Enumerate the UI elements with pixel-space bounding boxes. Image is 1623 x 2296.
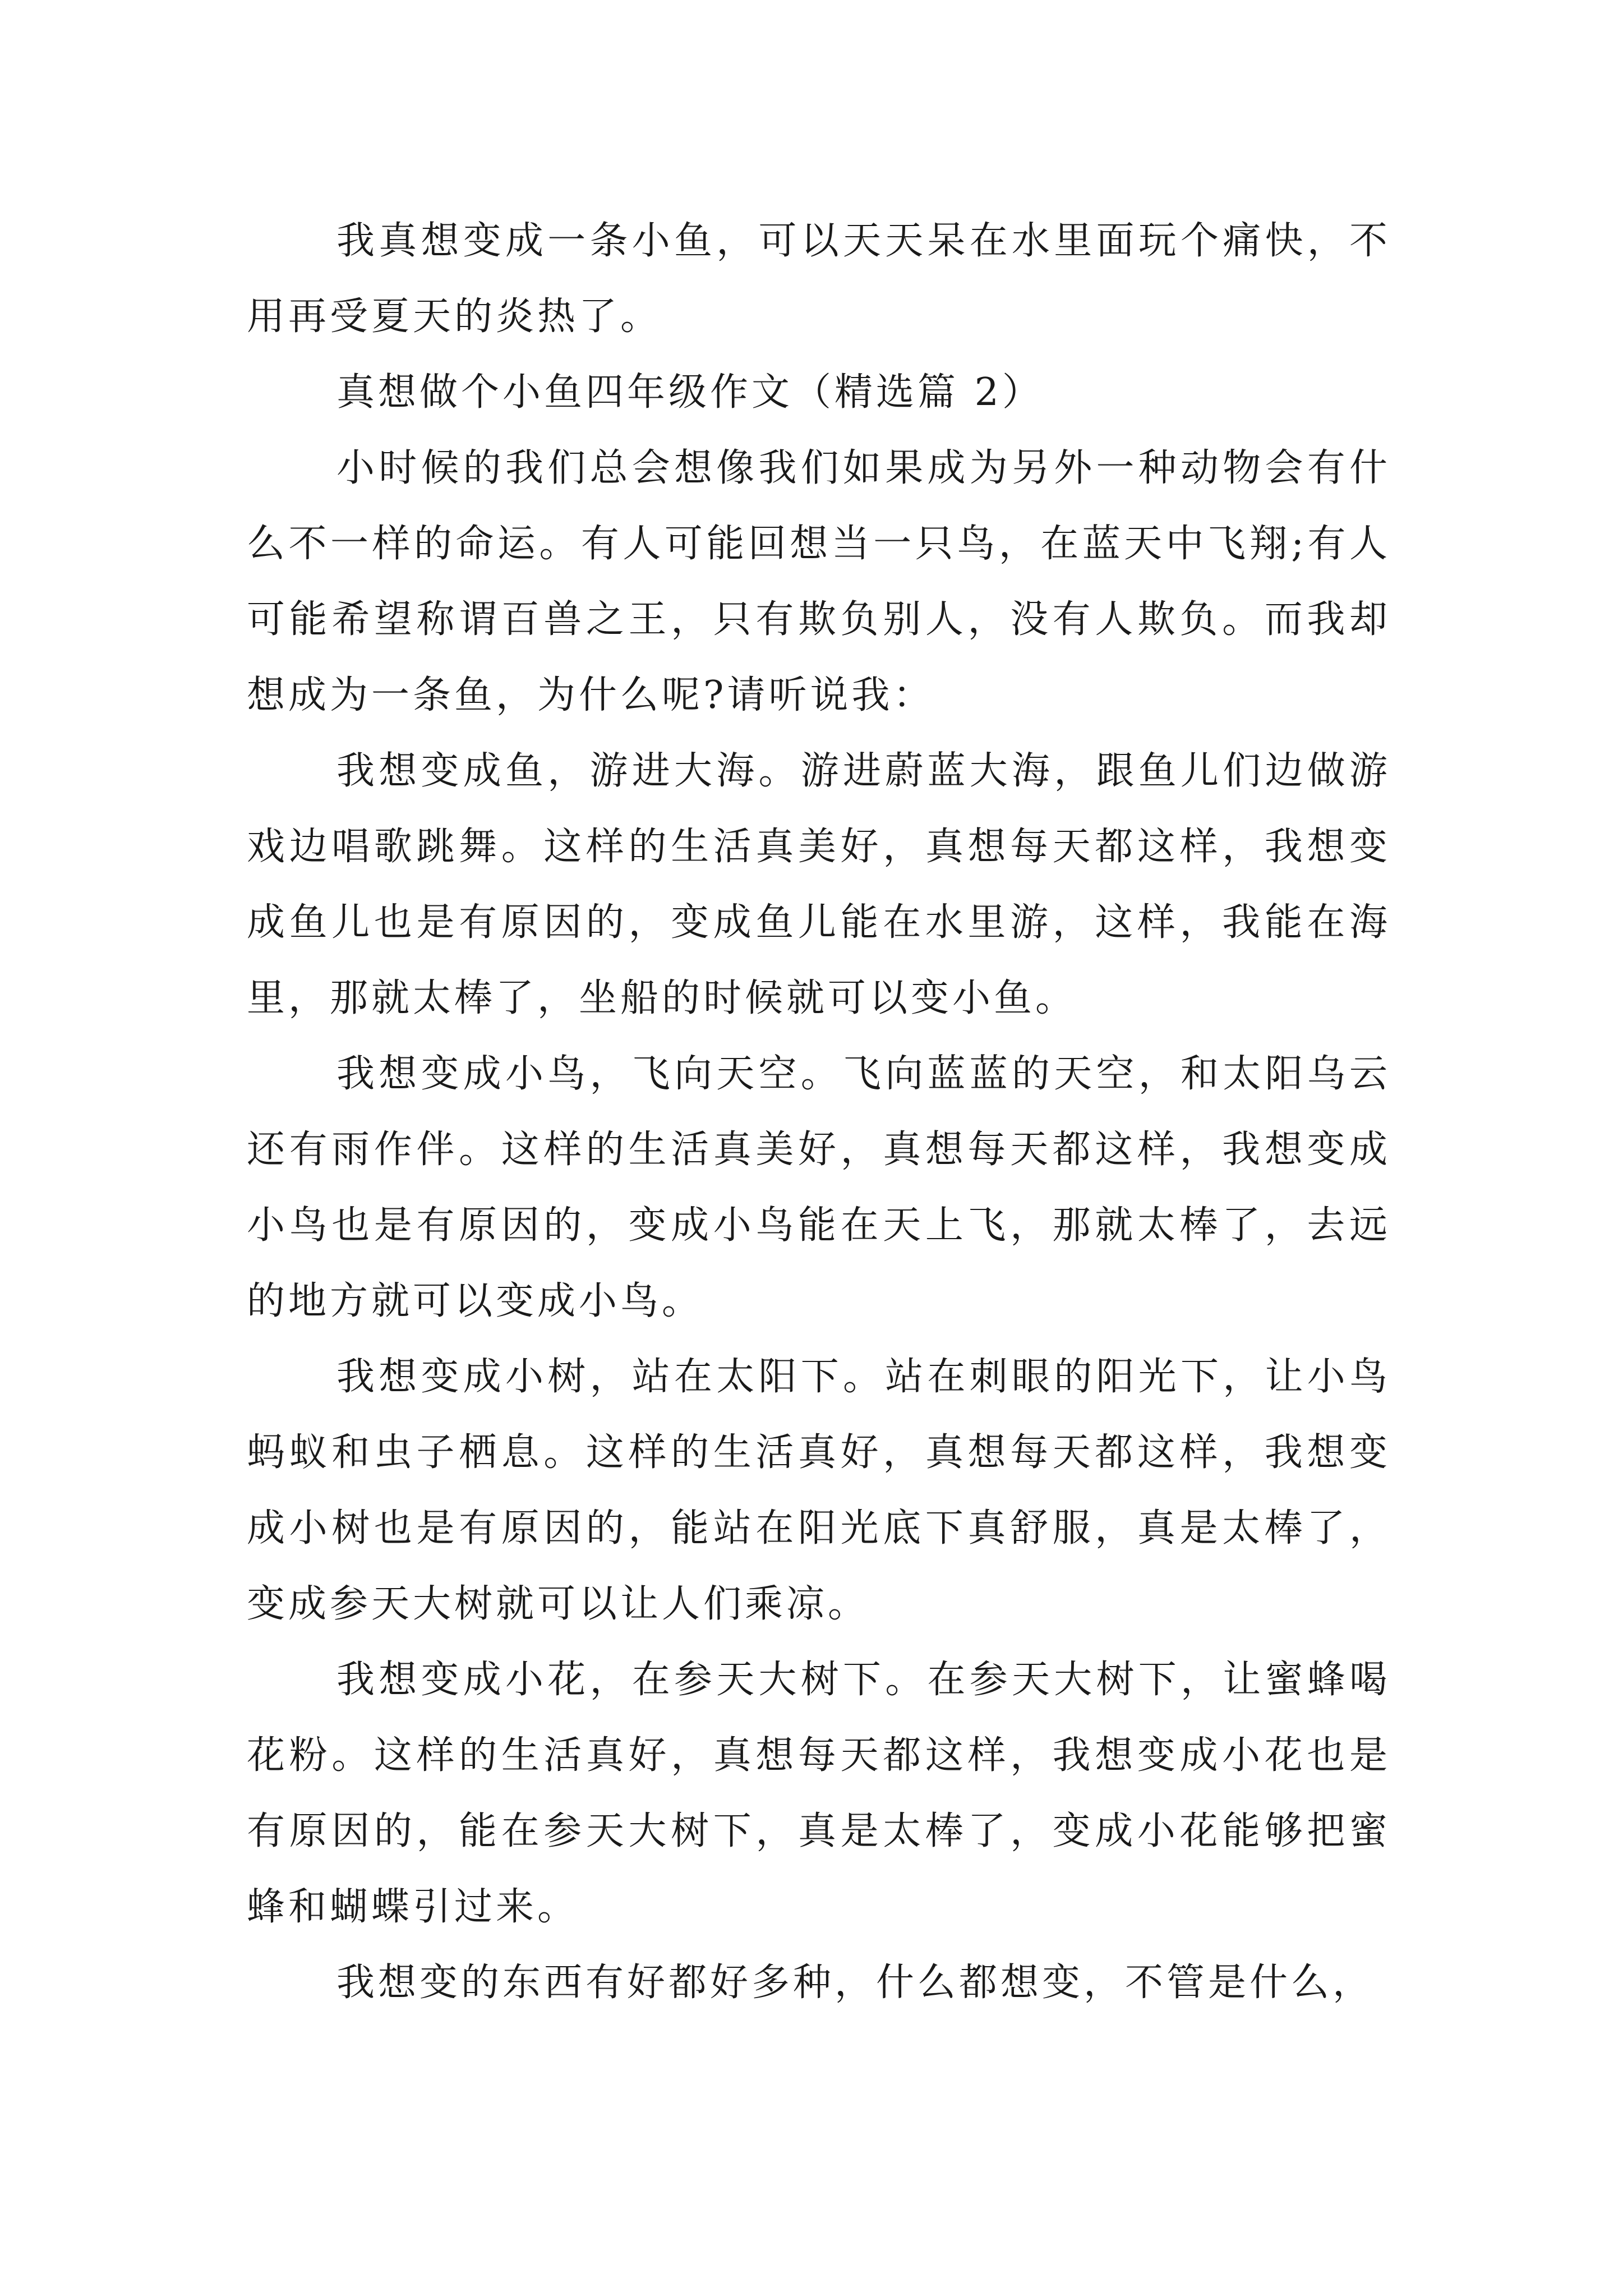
paragraph-closing: 我想变的东西有好都好多种，什么都想变，不管是什么， [336,1961,1375,2005]
essay-body [247,203,1391,2021]
paragraph-fish: 我想变成鱼，游进大海。游进蔚蓝大海，跟鱼儿们边做游戏边唱歌跳舞。这样的生活真美好，真想每天都这样，我想变成鱼儿也是有原因的，变成鱼儿能在水里游，这样，我能在海里，那就太棒了，坐船的时候就可以变小鱼。 [247,749,1391,1020]
paragraph-opening: 小时候的我们总会想像我们如果成为另外一种动物会有什么不一样的命运。有人可能回想当一只鸟，在蓝天中飞翔;有人可能希望称谓百兽之王，只有欺负别人，没有人欺负。而我却想成为一条鱼，为什么呢?请听说我： [247,446,1391,717]
essay-section-title: 真想做个小鱼四年级作文（精选篇 2） [336,370,1044,415]
paragraph-bird: 我想变成小鸟，飞向天空。飞向蓝蓝的天空，和太阳乌云还有雨作伴。这样的生活真美好，真想每天都这样，我想变成小鸟也是有原因的，变成小鸟能在天上飞，那就太棒了，去远的地方就可以变成小鸟。 [247,1052,1391,1323]
paragraph-tree: 我想变成小树，站在太阳下。站在刺眼的阳光下，让小鸟蚂蚁和虫子栖息。这样的生活真好，真想每天都这样，我想变成小树也是有原因的，能站在阳光底下真舒服，真是太棒了，变成参天大树就可以让人们乘凉。 [247,1355,1391,1626]
paragraph-flower: 我想变成小花，在参天大树下。在参天大树下，让蜜蜂喝花粉。这样的生活真好，真想每天都这样，我想变成小花也是有原因的，能在参天大树下，真是太棒了，变成小花能够把蜜蜂和蝴蝶引过来。 [247,1658,1391,1929]
paragraph-intro-ending: 我真想变成一条小鱼，可以天天呆在水里面玩个痛快，不用再受夏天的炎热了。 [247,219,1391,339]
